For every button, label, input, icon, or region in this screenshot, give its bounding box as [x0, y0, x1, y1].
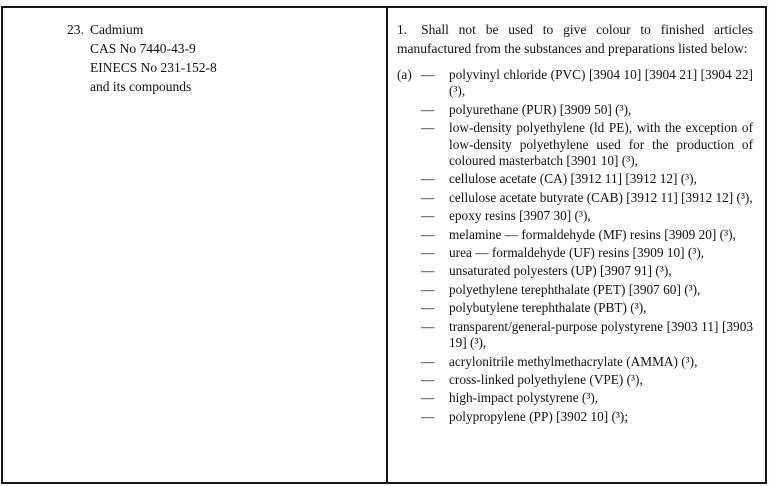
list-item	[397, 372, 753, 388]
substance-column	[3, 8, 388, 482]
restriction-column	[388, 8, 765, 482]
substance-name: Cadmium	[90, 22, 144, 37]
list-item-text: urea — formaldehyde (UF) resins [3909 10] (³),	[449, 245, 705, 261]
list-item-group-label	[397, 390, 421, 406]
list-item-text: melamine — formaldehyde (MF) resins [3909 20] (³),	[449, 226, 736, 242]
substance-list	[397, 67, 753, 425]
list-item	[397, 319, 753, 352]
list-item-text: transparent/general-purpose polystyrene [3903 11] [3903 19] (³),	[449, 318, 753, 351]
list-item-text: epoxy resins [3907 30] (³),	[449, 208, 591, 224]
list-item-text: unsaturated polyesters (UP) [3907 91] (³),	[449, 263, 672, 279]
list-item-group-label	[397, 227, 421, 243]
list-item-group-label: (a)	[397, 67, 412, 82]
list-item	[397, 102, 753, 118]
list-item	[397, 263, 753, 279]
list-item-group-label	[397, 300, 421, 316]
list-item	[397, 354, 753, 370]
list-item	[397, 208, 753, 224]
list-item	[397, 67, 753, 100]
list-item	[397, 300, 753, 316]
list-item-dash: —	[421, 318, 435, 334]
cas-number: CAS No 7440-43-9	[90, 41, 196, 56]
list-item-dash: —	[421, 281, 435, 297]
list-item-text: high-impact polystyrene (³),	[449, 390, 599, 406]
restriction-clause	[397, 20, 753, 58]
list-item	[397, 390, 753, 406]
list-item-group-label	[397, 282, 421, 298]
list-item-group-label	[397, 120, 421, 169]
list-item-dash: —	[421, 371, 435, 387]
list-item	[397, 190, 753, 206]
list-item-dash: —	[421, 408, 435, 424]
list-item-group-label	[397, 208, 421, 224]
list-item-group-label	[397, 102, 421, 118]
list-item-text: polypropylene (PP) [3902 10] (³);	[449, 408, 629, 424]
substance-entry	[67, 20, 368, 39]
list-item-dash: —	[421, 208, 435, 224]
list-item-group-label	[397, 190, 421, 206]
list-item-dash: —	[421, 120, 435, 136]
list-item-text: polybutylene terephthalate (PBT) (³),	[449, 300, 647, 316]
list-item-text: cellulose acetate butyrate (CAB) [3912 11] [3912 12] (³),	[449, 189, 753, 205]
list-item-dash: —	[421, 263, 435, 279]
einecs-number: EINECS No 231-152-8	[90, 60, 217, 75]
list-item	[397, 282, 753, 298]
list-item-text: polyvinyl chloride (PVC) [3904 10] [3904 21] [3904 22] (³),	[449, 67, 753, 99]
list-item-text: low-density polyethylene (ld PE), with the exception of low-density polyethylene used for the production of coloured masterbatch [3901 10] (³),	[449, 120, 753, 169]
clause-text: Shall not be used to give colour to finished articles manufactured from the substances and preparations listed below:	[397, 22, 753, 56]
list-item	[397, 409, 753, 425]
restriction-table	[1, 6, 767, 484]
list-item-dash: —	[421, 300, 435, 316]
clause-number: 1.	[397, 22, 408, 37]
list-item-text: acrylonitrile methylmethacrylate (AMMA) (³),	[449, 353, 698, 369]
compounds-note: and its compounds	[90, 79, 192, 94]
list-item-text: cellulose acetate (CA) [3912 11] [3912 12] (³),	[449, 171, 697, 187]
list-item-group-label	[397, 245, 421, 261]
list-item-dash: —	[421, 101, 435, 117]
list-item-text: polyurethane (PUR) [3909 50] (³),	[449, 101, 632, 117]
list-item-group-label	[397, 409, 421, 425]
list-item-group-label	[397, 319, 421, 352]
list-item	[397, 171, 753, 187]
list-item-dash: —	[421, 226, 435, 242]
list-item-group-label	[397, 171, 421, 187]
list-item-text: polyethylene terephthalate (PET) [3907 60] (³),	[449, 281, 701, 297]
list-item-dash: —	[421, 245, 435, 261]
list-item-group-label	[397, 263, 421, 279]
list-item-dash: —	[421, 353, 435, 369]
list-item-dash: —	[421, 189, 435, 205]
list-item-dash: —	[421, 67, 435, 82]
list-item-dash: —	[421, 390, 435, 406]
list-item-group-label	[397, 372, 421, 388]
list-item	[397, 245, 753, 261]
entry-number: 23.	[67, 22, 84, 37]
list-item-dash: —	[421, 171, 435, 187]
list-item	[397, 227, 753, 243]
list-item-group-label	[397, 354, 421, 370]
list-item	[397, 120, 753, 169]
list-item-text: cross-linked polyethylene (VPE) (³),	[449, 371, 643, 387]
